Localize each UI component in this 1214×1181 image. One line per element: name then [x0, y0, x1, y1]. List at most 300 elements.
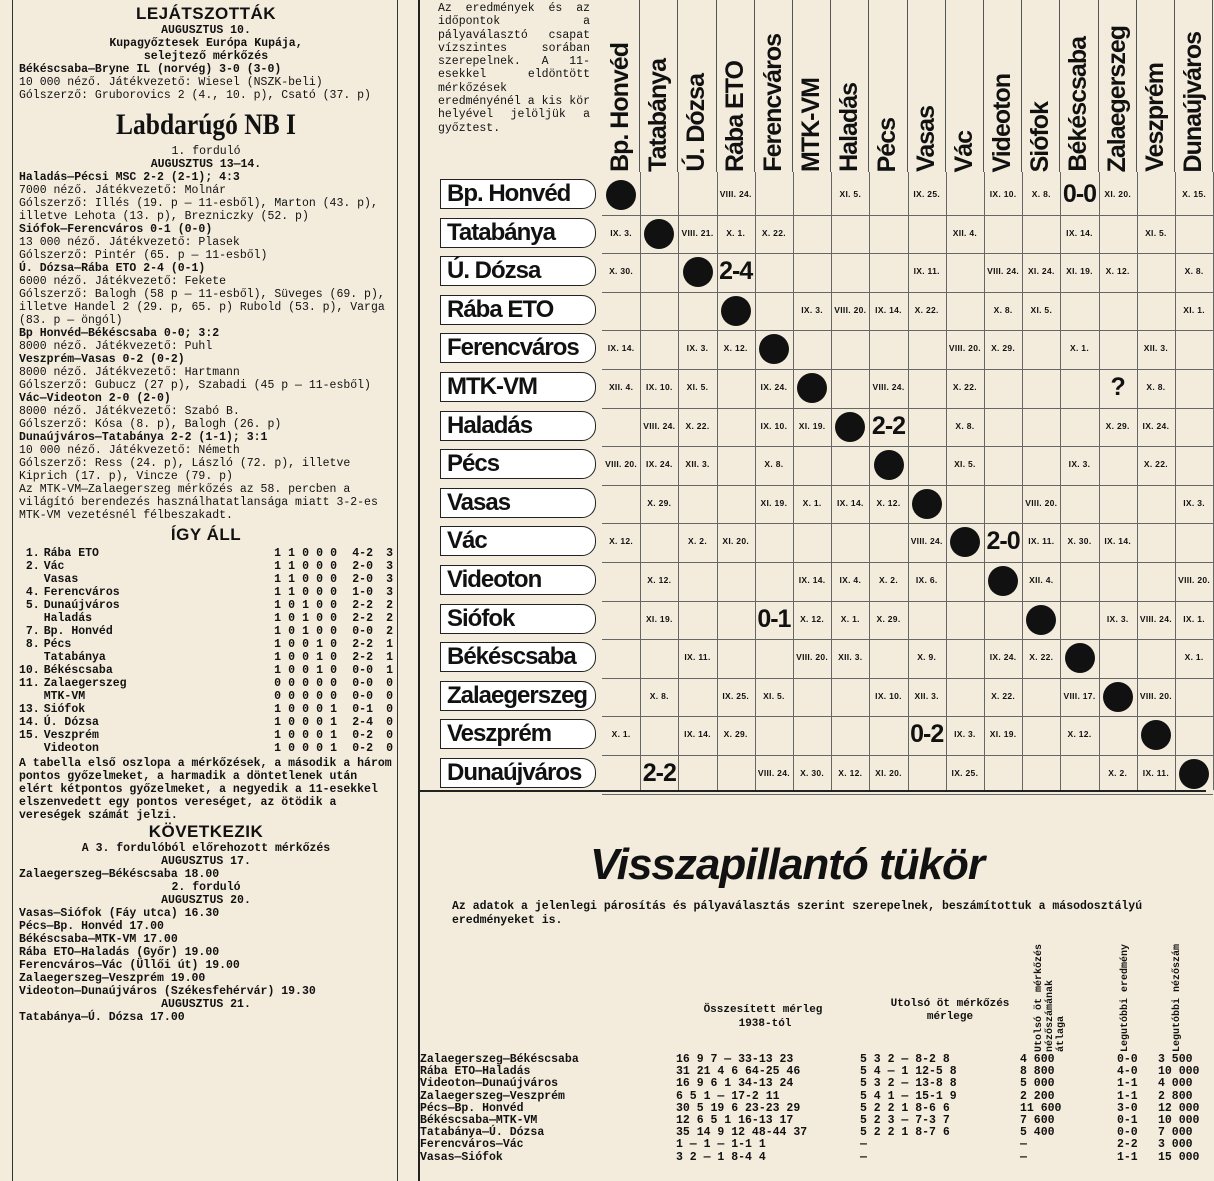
- retro-row: [420, 1091, 1208, 1103]
- grid-col-line: [755, 172, 756, 790]
- standing-w2: 0: [302, 651, 309, 664]
- grid-date: X. 1.: [840, 613, 860, 624]
- column-team-header: [717, 0, 755, 172]
- diagonal-marker: [721, 296, 751, 326]
- grid-date: X. 15.: [1182, 189, 1207, 199]
- retro-avg: 5 000: [1020, 1077, 1055, 1091]
- grid-date: X. 1.: [802, 497, 822, 508]
- grid-date: X. 1.: [611, 729, 631, 740]
- standing-team: Rába ETO: [43, 547, 99, 560]
- grid-col-line: [640, 172, 641, 790]
- standing-w2: 0: [302, 742, 309, 755]
- match-goals: Gólszerző: Gubucz (27 p), Szabadi (45 p — 11-esből): [19, 379, 371, 392]
- grid-date: X. 12.: [723, 343, 748, 354]
- standing-w3: 0: [288, 703, 295, 716]
- standing-team: Ú. Dózsa: [43, 716, 99, 729]
- standing-d: 1: [316, 651, 323, 664]
- grid-date: X. 8.: [1031, 189, 1051, 199]
- standing-points: 2: [386, 612, 393, 625]
- column-team-header: [946, 0, 984, 172]
- standing-l: 0: [330, 547, 337, 560]
- grid-date: IX. 10.: [989, 189, 1017, 199]
- grid-col-line: [678, 172, 679, 790]
- standing-l: 0: [330, 638, 337, 651]
- standing-goals: 0-0: [352, 690, 373, 703]
- row-team-label: Dunaújváros: [440, 758, 596, 788]
- retro-last5: —: [860, 1150, 867, 1164]
- standing-l: 1: [330, 716, 337, 729]
- standing-l: 0: [330, 690, 337, 703]
- grid-col-line: [946, 172, 947, 790]
- standing-w3: 0: [288, 729, 295, 742]
- standing-team: Videoton: [43, 742, 99, 755]
- grid-date: XI. 19.: [760, 497, 788, 508]
- grid-date: IX. 6.: [915, 575, 938, 585]
- grid-date: X. 8.: [1146, 382, 1166, 392]
- grid-date: X. 8.: [993, 304, 1013, 315]
- grid-score: 2-2: [871, 411, 906, 440]
- grid-date: X. 22.: [914, 304, 939, 315]
- standing-pos: 8.: [25, 638, 40, 651]
- retro-row: [420, 1127, 1208, 1139]
- standing-team: Veszprém: [43, 729, 99, 742]
- grid-date: XII. 3.: [685, 459, 710, 470]
- grid-date: XI. 1.: [1183, 304, 1205, 315]
- column-team-label: Haladás: [835, 83, 864, 172]
- column-team-header: [602, 0, 640, 172]
- standing-team: Ferencváros: [43, 586, 120, 599]
- standing-l: 1: [330, 729, 337, 742]
- match-list: [19, 171, 393, 483]
- grid-date: IX. 3.: [954, 729, 976, 740]
- standing-team: Vác: [43, 560, 65, 573]
- grid-date: XII. 4.: [608, 382, 634, 392]
- retro-last5: 5 3 2 — 13-8 8: [860, 1077, 957, 1091]
- fixture-aug20: Békéscsaba—MTK-VM 17.00: [19, 933, 178, 946]
- diagonal-marker: [644, 219, 674, 249]
- grid-date: XI. 19.: [1066, 266, 1093, 277]
- standing-w3: 0: [288, 625, 295, 638]
- standing-w3: 1: [288, 560, 295, 573]
- standings-row: [19, 547, 393, 560]
- retro-last-result: 1-1: [1117, 1077, 1138, 1091]
- column-team-label: Vasas: [911, 106, 940, 172]
- column-team-header: [793, 0, 831, 172]
- standing-l: 0: [330, 560, 337, 573]
- kek-info: 10 000 néző. Játékvezető: Wiesel (NSZK-beli): [19, 76, 323, 89]
- date-aug20: AUGUSZTUS 20.: [161, 894, 251, 907]
- header-last5b: mérlege: [926, 1011, 974, 1023]
- column-team-header: [1022, 0, 1060, 172]
- match-info: 8000 néző. Játékvezető: Szabó B.: [19, 405, 240, 418]
- grid-date: IX. 3.: [686, 343, 709, 354]
- retro-last-crowd: 4 000: [1158, 1077, 1193, 1091]
- results-column: [12, 0, 398, 1181]
- row-team-label: Vác: [440, 526, 596, 556]
- grid-date: X. 29.: [876, 613, 901, 624]
- diagonal-marker: [1065, 643, 1095, 673]
- standing-goals: 0-2: [352, 729, 373, 742]
- round1: 1. forduló: [171, 145, 241, 158]
- standings-table: [19, 547, 393, 755]
- grid-date: VIII. 20.: [605, 459, 638, 470]
- standing-l: 1: [330, 703, 337, 716]
- standing-w3: 0: [288, 742, 295, 755]
- diagonal-marker: [1141, 720, 1171, 750]
- retro-last-crowd: 7 000: [1158, 1126, 1193, 1140]
- diagonal-marker: [988, 566, 1018, 596]
- grid-date: X. 12.: [609, 536, 634, 547]
- grid-date: VIII. 24.: [1139, 613, 1172, 624]
- match-goals: Gólszerző: Kósa (8. p), Balogh (26. p): [19, 418, 282, 431]
- standing-goals: 2-2: [352, 599, 373, 612]
- standing-d: 0: [316, 716, 323, 729]
- grid-score: 2-0: [986, 527, 1020, 556]
- column-team-label: Tatabánya: [644, 59, 673, 172]
- retro-avg: 4 600: [1020, 1053, 1055, 1066]
- grid-row-line: [602, 562, 1213, 563]
- standing-pos: [19, 690, 40, 703]
- retro-avg: 8 800: [1020, 1065, 1055, 1079]
- standings-row: [19, 664, 393, 677]
- column-team-label: Videoton: [988, 73, 1017, 172]
- standing-d: 0: [316, 625, 323, 638]
- grid-date: XI. 5.: [1030, 304, 1053, 315]
- standing-l: 0: [330, 677, 337, 690]
- standing-p: 1: [274, 651, 281, 664]
- column-team-header: [1137, 0, 1175, 172]
- standing-p: 1: [274, 742, 281, 755]
- standing-w2: 0: [302, 586, 309, 599]
- grid-col-line: [831, 172, 832, 790]
- retro-total: 35 14 9 12 48-44 37: [676, 1126, 808, 1140]
- retro-avg: 7 600: [1020, 1113, 1055, 1127]
- grid-date: X. 8.: [955, 420, 975, 431]
- diagonal-marker: [1103, 682, 1133, 712]
- grid-col-line: [908, 172, 909, 790]
- match-info: 8000 néző. Játékvezető: Hartmann: [19, 366, 240, 379]
- retro-last-result: 0-0: [1117, 1126, 1138, 1140]
- grid-date: IX. 14.: [607, 343, 635, 354]
- match-info: 10 000 néző. Játékvezető: Németh: [19, 444, 240, 457]
- grid-score: 0-1: [757, 604, 791, 633]
- grid-date: VIII. 24.: [910, 536, 943, 547]
- standing-w3: 0: [288, 612, 295, 625]
- retro-last-crowd: 3 500: [1158, 1053, 1193, 1066]
- fixture-aug20: Zalaegerszeg—Veszprém 19.00: [19, 972, 206, 985]
- diagonal-marker: [683, 257, 713, 287]
- standing-goals: 0-2: [352, 742, 373, 755]
- retro-total: 12 6 5 1 16-13 17: [676, 1113, 794, 1127]
- grid-date: IX. 14.: [1104, 536, 1132, 547]
- header-last-crowd: Legutóbbi nézőszám: [1172, 943, 1183, 1052]
- standing-d: 0: [316, 742, 323, 755]
- retro-avg: 11 600: [1020, 1101, 1062, 1115]
- standing-w3: 1: [288, 573, 295, 586]
- retro-last-result: 3-0: [1117, 1101, 1138, 1115]
- standing-p: 1: [274, 716, 281, 729]
- column-team-header: [908, 0, 946, 172]
- grid-date: IX. 24.: [760, 382, 788, 392]
- grid-date: IX. 3.: [1068, 459, 1091, 470]
- diagonal-marker: [1026, 605, 1056, 635]
- retro-last-crowd: 12 000: [1158, 1101, 1200, 1115]
- grid-date: XII. 3.: [1143, 343, 1169, 354]
- grid-col-line: [869, 172, 870, 790]
- standing-w3: 0: [288, 651, 295, 664]
- abandoned-note: Az MTK-VM—Zalaegerszeg mérkőzés az 58. percben a világító berendezés használhatatlansága miatt 3-2-es MTK-VM vezetésnél félbeszakadt.: [19, 483, 378, 522]
- grid-date: XII. 4.: [1029, 575, 1054, 585]
- grid-date: XI. 20.: [875, 768, 902, 778]
- fixtures-aug20: [19, 907, 393, 998]
- row-team-label: Haladás: [440, 411, 596, 441]
- standings-row: [19, 742, 393, 755]
- retro-avg: 2 200: [1020, 1089, 1055, 1103]
- grid-date: XI. 24.: [1027, 266, 1055, 277]
- grid-date: XI. 5.: [763, 690, 785, 701]
- standing-points: 0: [386, 677, 393, 690]
- grid-col-line: [984, 172, 985, 790]
- standing-p: 1: [274, 625, 281, 638]
- standing-d: 0: [316, 547, 323, 560]
- retro-pair: Vasas—Siófok: [420, 1150, 503, 1164]
- grid-date: X. 29.: [723, 729, 748, 740]
- match-result: Vác—Videoton 2-0 (2-0): [19, 392, 171, 405]
- standing-l: 1: [330, 742, 337, 755]
- kek-goals: Gólszerző: Gruborovics 2 (4., 10. p), Csató (37. p): [19, 89, 371, 102]
- standing-d: 0: [316, 599, 323, 612]
- standing-d: 0: [316, 729, 323, 742]
- round2: 2. forduló: [171, 881, 241, 894]
- match-result: Dunaújváros—Tatabánya 2-2 (1-1); 3:1: [19, 431, 268, 444]
- standing-l: 0: [330, 599, 337, 612]
- row-team-label: MTK-VM: [440, 372, 596, 402]
- next-sub: A 3. fordulóból előrehozott mérkőzés: [81, 842, 331, 855]
- standing-p: 1: [274, 586, 281, 599]
- retro-avg: —: [1020, 1150, 1027, 1164]
- retro-last-crowd: 2 800: [1158, 1089, 1193, 1103]
- grid-row-line: [602, 601, 1213, 602]
- row-team-label: Vasas: [440, 488, 596, 518]
- grid-col-line: [1099, 172, 1100, 790]
- retro-last-result: 2-2: [1117, 1138, 1138, 1152]
- retro-last5: 5 2 3 — 7-3 7: [860, 1113, 950, 1127]
- grid-date: XII. 3.: [914, 690, 939, 701]
- standing-w2: 0: [302, 677, 309, 690]
- standing-d: 0: [316, 560, 323, 573]
- standings-row: [19, 638, 393, 651]
- retro-pair: Rába ETO—Haladás: [420, 1065, 531, 1079]
- match-goals: Gólszerző: Balogh (58 p — 11-esből), Süveges (69. p), illetve Handel 2 (29. p, 65. p) Rubold (53. p), Varga (83. p — öngól): [19, 288, 385, 327]
- row-team-label: Ú. Dózsa: [440, 256, 596, 286]
- column-team-header: [1175, 0, 1213, 172]
- grid-date: IX. 1.: [1183, 613, 1205, 624]
- diagonal-marker: [950, 527, 980, 557]
- standing-points: 3: [386, 573, 393, 586]
- standing-p: 1: [274, 599, 281, 612]
- row-team-label: Ferencváros: [440, 333, 596, 363]
- grid-date: X. 22.: [1143, 459, 1168, 470]
- standing-pos: 11.: [19, 677, 40, 690]
- diagonal-marker: [606, 180, 636, 210]
- grid-date: IX. 24.: [1142, 420, 1170, 431]
- grid-date: IX. 10.: [645, 382, 673, 392]
- retro-total: 30 5 19 6 23-23 29: [676, 1101, 801, 1115]
- grid-date: VIII. 20.: [796, 652, 829, 663]
- standing-w2: 0: [302, 664, 309, 677]
- standing-w3: 0: [288, 599, 295, 612]
- standing-w2: 0: [302, 716, 309, 729]
- grid-date: VIII. 24.: [643, 420, 676, 431]
- grid-date: VIII. 20.: [1139, 690, 1172, 701]
- row-team-label: Bp. Honvéd: [440, 179, 596, 209]
- grid-row-line: [602, 716, 1213, 717]
- grid-date: VIII. 20.: [834, 304, 867, 315]
- standings-row: [19, 651, 393, 664]
- grid-date: IX. 14.: [836, 497, 864, 508]
- column-team-label: Bp. Honvéd: [606, 43, 635, 172]
- standing-w2: 0: [302, 638, 309, 651]
- match-info: 13 000 néző. Játékvezető: Plasek: [19, 236, 240, 249]
- standing-w2: 0: [302, 547, 309, 560]
- retro-row: [420, 1139, 1208, 1151]
- standing-w3: 0: [288, 677, 295, 690]
- row-team-label: Pécs: [440, 449, 596, 479]
- retro-row: [420, 1054, 1208, 1066]
- standing-pos: 15.: [19, 729, 40, 742]
- standing-goals: 0-1: [352, 703, 373, 716]
- standing-p: 1: [274, 573, 281, 586]
- grid-date: IX. 3.: [801, 304, 823, 315]
- grid-date: X. 22.: [761, 227, 786, 238]
- standing-w3: 0: [288, 716, 295, 729]
- grid-score: 0-2: [910, 720, 944, 749]
- grid-date: VIII. 24.: [872, 382, 905, 392]
- grid-row-line: [602, 678, 1213, 679]
- league-title: Labdarúgó NB I: [116, 108, 296, 141]
- column-team-label: Zalaegerszeg: [1102, 25, 1131, 172]
- standing-pos: 10.: [19, 664, 40, 677]
- grid-date: XII. 3.: [838, 652, 863, 663]
- next-heading: KÖVETKEZIK: [148, 822, 264, 841]
- grid-date: XI. 5.: [954, 459, 976, 470]
- standing-l: 0: [330, 586, 337, 599]
- standing-d: 0: [316, 703, 323, 716]
- column-team-header: [640, 0, 678, 172]
- column-team-label: Békéscsaba: [1064, 37, 1093, 172]
- header-total-since: 1938-tól: [738, 1018, 792, 1030]
- standing-team: Siófok: [43, 703, 86, 716]
- standing-pos: [19, 573, 40, 586]
- retro-row: [420, 1152, 1208, 1164]
- retro-last5: 5 4 1 — 15-1 9: [860, 1089, 957, 1103]
- standings-row: [19, 612, 393, 625]
- row-team-label: Rába ETO: [440, 295, 596, 325]
- grid-date: X. 12.: [1105, 266, 1130, 277]
- grid-date: IX. 11.: [1028, 536, 1055, 547]
- grid-date: X. 30.: [609, 266, 634, 277]
- grid-score: 0-0: [1062, 180, 1097, 208]
- standings-row: [19, 625, 393, 638]
- column-team-label: Veszprém: [1140, 63, 1169, 172]
- grid-date: IX. 25.: [951, 768, 979, 778]
- standing-pos: [19, 612, 40, 625]
- grid-date: VIII. 24.: [987, 266, 1020, 277]
- standing-points: 3: [386, 586, 393, 599]
- standing-l: 0: [330, 664, 337, 677]
- standing-team: Vasas: [43, 573, 79, 586]
- retro-last-crowd: 3 000: [1158, 1138, 1193, 1152]
- row-team-label: Zalaegerszeg: [440, 681, 596, 711]
- retro-last-result: 1-1: [1117, 1150, 1138, 1164]
- standing-points: 3: [386, 560, 393, 573]
- standing-pos: [19, 742, 40, 755]
- grid-date: IX. 14.: [798, 575, 826, 585]
- grid-date: VIII. 17.: [1063, 690, 1096, 701]
- standing-goals: 2-4: [352, 716, 373, 729]
- standing-points: 1: [386, 651, 393, 664]
- standing-team: Haladás: [43, 612, 93, 625]
- retro-last5: 5 4 — 1 12-5 8: [860, 1065, 957, 1079]
- standing-p: 1: [274, 664, 281, 677]
- retro-title: Visszapillantó tükör: [590, 840, 985, 889]
- retro-total: 31 21 4 6 64-25 46: [676, 1065, 801, 1079]
- retro-last5: —: [860, 1138, 867, 1152]
- match-result: Haladás—Pécsi MSC 2-2 (2-1); 4:3: [19, 171, 240, 184]
- date-aug17: AUGUSZTUS 17.: [161, 855, 251, 868]
- standing-d: 0: [316, 612, 323, 625]
- fixture-aug21: Tatabánya—Ú. Dózsa 17.00: [19, 1011, 185, 1024]
- standing-w3: 0: [288, 638, 295, 651]
- match-goals: Gólszerző: Illés (19. p — 11-esből), Marton (43. p), illetve Lehota (13. p), Brezniczky (52. p): [19, 197, 378, 223]
- grid-date: VIII. 21.: [681, 227, 714, 238]
- standing-p: 1: [274, 560, 281, 573]
- standing-d: 0: [316, 690, 323, 703]
- column-team-header: [831, 0, 869, 172]
- standing-goals: 0-0: [352, 625, 373, 638]
- standing-l: 0: [330, 651, 337, 664]
- grid-score: 2-4: [719, 257, 753, 286]
- retro-avg: 5 400: [1020, 1126, 1055, 1140]
- standing-team: Dunaújváros: [43, 599, 120, 612]
- column-team-header: [678, 0, 716, 172]
- column-team-header: [1060, 0, 1098, 172]
- grid-date: IX. 11.: [913, 266, 940, 277]
- standing-points: 2: [386, 599, 393, 612]
- retro-last-crowd: 15 000: [1158, 1150, 1200, 1164]
- grid-date: X. 22.: [991, 690, 1016, 701]
- grid-date: X. 8.: [764, 459, 784, 470]
- standing-pos: 5.: [25, 599, 40, 612]
- standing-w3: 0: [288, 690, 295, 703]
- standing-pos: 1.: [25, 547, 40, 560]
- standings-row: [19, 573, 393, 586]
- match-goals: Gólszerző: Pintér (65. p — 11-esből): [19, 249, 268, 262]
- standings-row: [19, 586, 393, 599]
- grid-row-line: [602, 523, 1213, 524]
- standing-points: 2: [386, 625, 393, 638]
- header-last5: Utolsó öt mérkőzés: [890, 998, 1010, 1010]
- standing-d: 0: [316, 586, 323, 599]
- standing-points: 0: [386, 729, 393, 742]
- standing-w2: 0: [302, 729, 309, 742]
- column-team-label: Ferencváros: [758, 34, 787, 172]
- retro-pair: Videoton—Dunaújváros: [420, 1077, 559, 1091]
- grid-date: XI. 5.: [839, 189, 862, 199]
- header-last-result: Legutóbbi eredmény: [1120, 943, 1131, 1052]
- grid-score: ?: [1110, 373, 1125, 401]
- row-team-label: Békéscsaba: [440, 642, 596, 672]
